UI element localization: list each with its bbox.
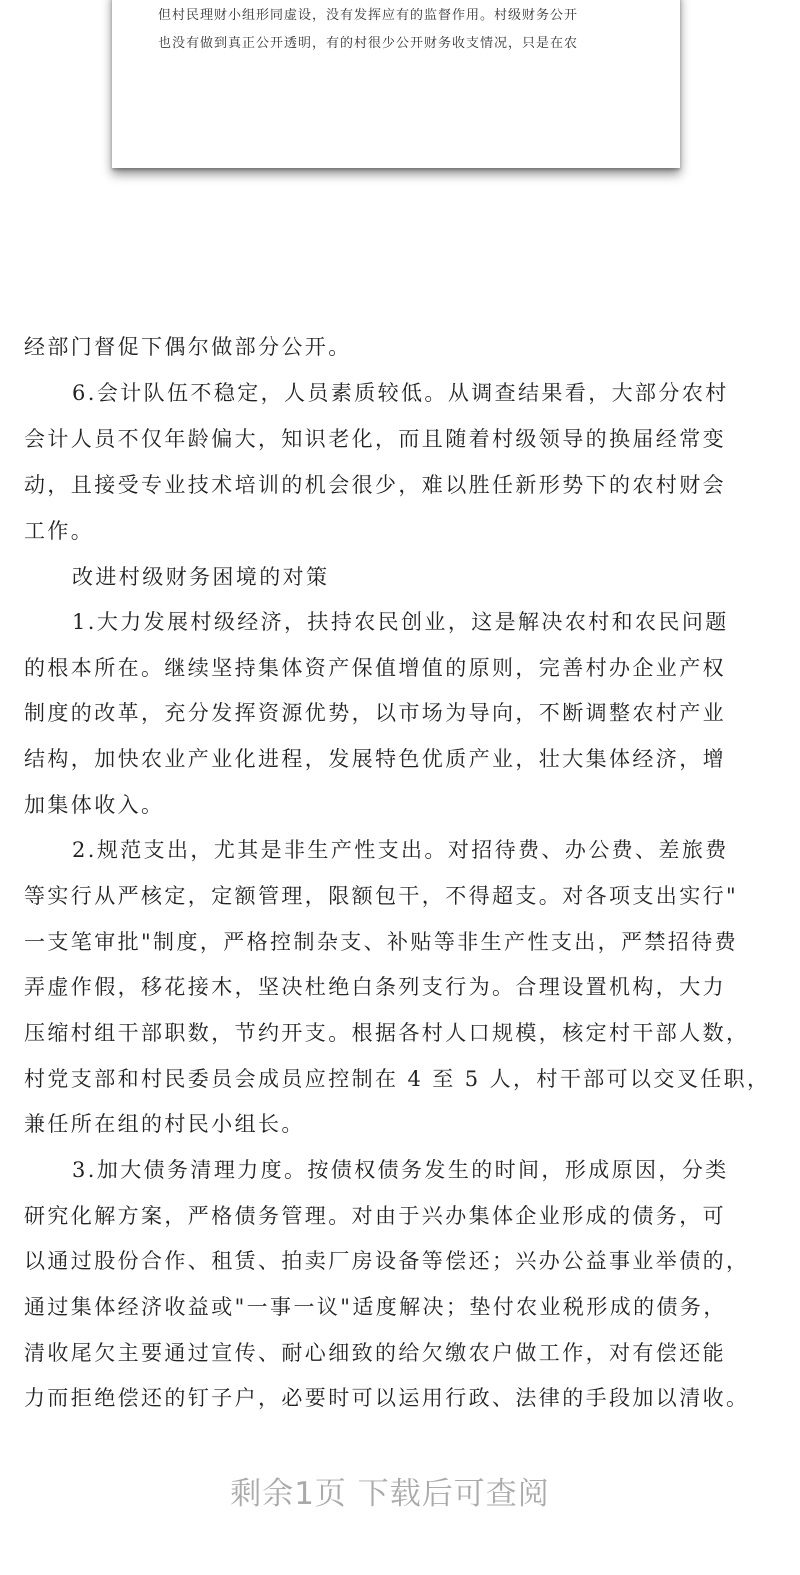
paragraph-line: 会计人员不仅年龄偏大，知识老化，而且随着村级领导的换届经常变 [24,427,726,451]
paragraph-line: 1.大力发展村级经济，扶持农民创业，这是解决农村和农民问题 [72,610,729,634]
paragraph-line: 工作。 [24,519,95,543]
paragraph-line: 力而拒绝偿还的钉子户，必要时可以运用行政、法律的手段加以清收。 [24,1386,750,1410]
paragraph-line: 压缩村组干部职数，节约开支。根据各村人口规模，核定村干部人数， [24,1021,750,1045]
paragraph-line: 村党支部和村民委员会成员应控制在 4 至 5 人，村干部可以交叉任职， [24,1067,771,1091]
paragraph-line: 经部门督促下偶尔做部分公开。 [24,335,352,359]
paragraph-line: 通过集体经济收益或"一事一议"适度解决；垫付农业税形成的债务， [24,1295,727,1319]
card-text-line: 但村民理财小组形同虚设，没有发挥应有的监督作用。村级财务公开 [158,8,579,23]
remaining-pages-notice[interactable]: 剩余1页 下载后可查阅 [230,1476,550,1512]
paragraph-line: 等实行从严核定，定额管理，限额包干，不得超支。对各项支出实行" [24,884,739,908]
paragraph-line: 一支笔审批"制度，严格控制杂支、补贴等非生产性支出，严禁招待费 [24,930,739,954]
paragraph-line: 的根本所在。继续坚持集体资产保值增值的原则，完善村办企业产权 [24,656,726,680]
previous-page-card [112,0,680,168]
paragraph-line: 3.加大债务清理力度。按债权债务发生的时间，形成原因，分类 [72,1158,729,1182]
paragraph-line: 研究化解方案，严格债务管理。对由于兴办集体企业形成的债务，可 [24,1204,726,1228]
paragraph-line: 清收尾欠主要通过宣传、耐心细致的给欠缴农户做工作，对有偿还能 [24,1341,726,1365]
paragraph-line: 加集体收入。 [24,793,165,817]
paragraph-line: 兼任所在组的村民小组长。 [24,1112,305,1136]
section-heading: 改进村级财务困境的对策 [72,565,330,589]
card-text-line: 也没有做到真正公开透明，有的村很少公开财务收支情况，只是在农 [158,36,579,51]
paragraph-line: 2.规范支出，尤其是非生产性支出。对招待费、办公费、差旅费 [72,838,729,862]
paragraph-line: 结构，加快农业产业化进程，发展特色优质产业，壮大集体经济，增 [24,747,726,771]
paragraph-line: 动，且接受专业技术培训的机会很少，难以胜任新形势下的农村财会 [24,473,726,497]
paragraph-line: 弄虚作假，移花接木，坚决杜绝白条列支行为。合理设置机构，大力 [24,975,726,999]
paragraph-line: 制度的改革，充分发挥资源优势，以市场为导向，不断调整农村产业 [24,701,726,725]
paragraph-line: 6.会计队伍不稳定，人员素质较低。从调查结果看，大部分农村 [72,381,729,405]
paragraph-line: 以通过股份合作、租赁、拍卖厂房设备等偿还；兴办公益事业举债的， [24,1249,750,1273]
